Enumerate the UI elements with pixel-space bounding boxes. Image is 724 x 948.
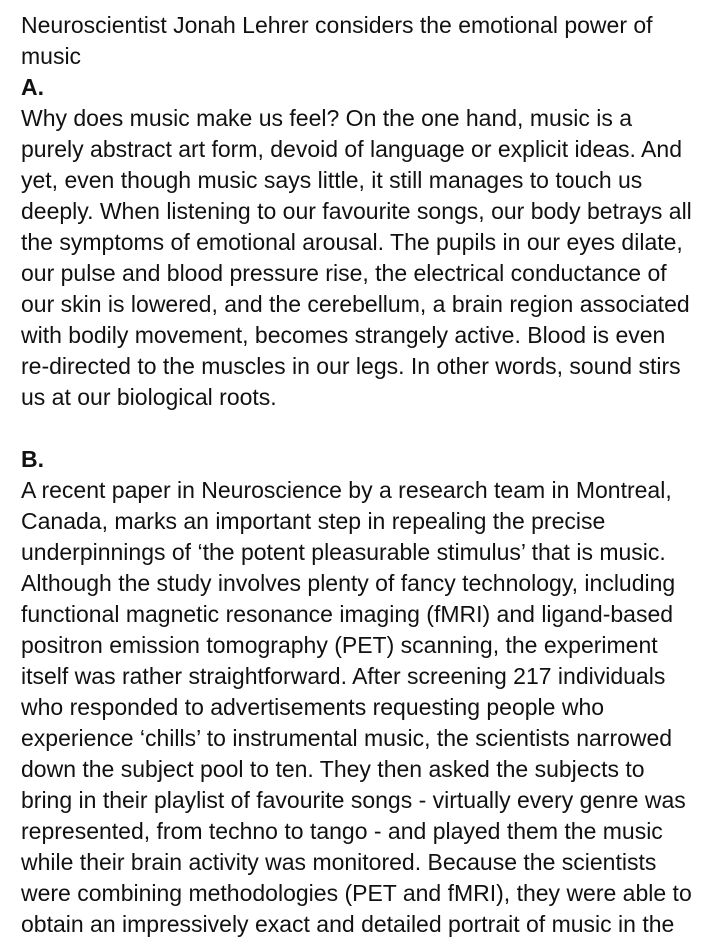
title-line: Neuroscientist Jonah Lehrer considers the emotional power of (21, 12, 653, 38)
text-line: Although the study involves plenty of fancy technology, including (21, 570, 676, 596)
text-line: Why does music make us feel? On the one hand, music is a (21, 105, 633, 131)
text-line: positron emission tomography (PET) scanning, the experiment (21, 632, 658, 658)
text-line: the symptoms of emotional arousal. The pupils in our eyes dilate, (21, 229, 683, 255)
text-line: underpinnings of ‘the potent pleasurable stimulus’ that is music. (21, 539, 666, 565)
text-line: were combining methodologies (PET and fMRI), they were able to (21, 880, 692, 906)
text-line: purely abstract art form, devoid of language or explicit ideas. And (21, 136, 682, 162)
text-line: while their brain activity was monitored. Because the scientists (21, 849, 657, 875)
text-line: our pulse and blood pressure rise, the electrical conductance of (21, 260, 667, 286)
paragraph-gap (21, 413, 710, 444)
section-b-paragraph (21, 475, 710, 940)
section-b (21, 444, 710, 940)
text-line: yet, even though music says little, it still manages to touch us (21, 167, 643, 193)
section-a (21, 72, 710, 413)
text-line: re-directed to the muscles in our legs. In other words, sound stirs (21, 353, 681, 379)
text-line: itself was rather straightforward. After screening 217 individuals (21, 663, 666, 689)
title-line: music (21, 43, 82, 69)
text-line: Canada, marks an important step in repealing the precise (21, 508, 606, 534)
text-line: experience ‘chills’ to instrumental music, the scientists narrowed (21, 725, 673, 751)
text-line: our skin is lowered, and the cerebellum, a brain region associated (21, 291, 690, 317)
text-line: functional magnetic resonance imaging (fMRI) and ligand-based (21, 601, 674, 627)
text-line: us at our biological roots. (21, 384, 277, 410)
section-a-label: A. (21, 74, 44, 100)
text-line: down the subject pool to ten. They then asked the subjects to (21, 756, 645, 782)
text-line: obtain an impressively exact and detailed portrait of music in the (21, 911, 675, 937)
text-line: deeply. When listening to our favourite songs, our body betrays all (21, 198, 692, 224)
section-b-label: B. (21, 446, 44, 472)
text-line: bring in their playlist of favourite songs - virtually every genre was (21, 787, 686, 813)
section-a-paragraph (21, 103, 710, 413)
text-line: who responded to advertisements requesting people who (21, 694, 605, 720)
text-line: A recent paper in Neuroscience by a research team in Montreal, (21, 477, 672, 503)
document-title (21, 10, 710, 72)
text-line: represented, from techno to tango - and played them the music (21, 818, 663, 844)
text-line: with bodily movement, becomes strangely active. Blood is even (21, 322, 666, 348)
